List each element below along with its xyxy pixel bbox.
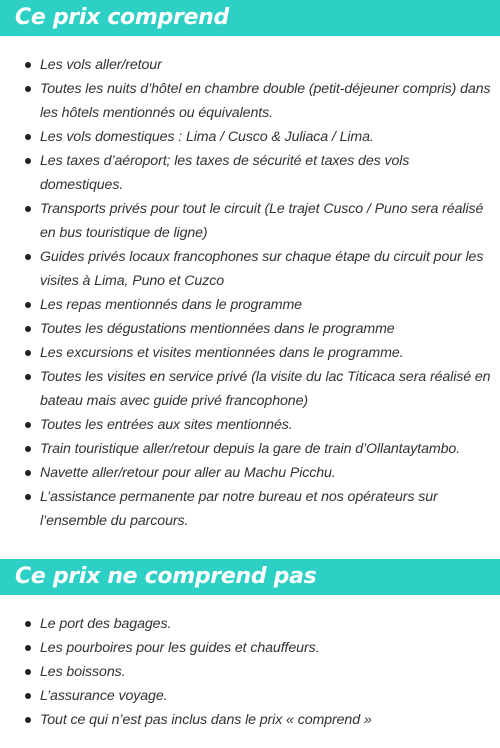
bullet-icon — [25, 693, 31, 699]
bullet-icon — [25, 86, 31, 92]
bullet-icon — [25, 422, 31, 428]
list-item: Les pourboires pour les guides et chauffeurs. — [0, 636, 500, 660]
list-item: Les taxes d’aéroport; les taxes de sécurité et taxes des vols domestiques. — [0, 149, 500, 197]
list-item: Le port des bagages. — [0, 612, 500, 636]
bullet-icon — [25, 158, 31, 164]
list-item: Les boissons. — [0, 660, 500, 684]
list-item: Les repas mentionnés dans le programme — [0, 293, 500, 317]
list-item: Les vols domestiques : Lima / Cusco & Juliaca / Lima. — [0, 125, 500, 149]
list-item: Toutes les visites en service privé (la visite du lac Titicaca sera réalisé en bateau mais avec guide privé francophone) — [0, 365, 500, 413]
bullet-icon — [25, 350, 31, 356]
bullet-icon — [25, 717, 31, 723]
list-item: Tout ce qui n’est pas inclus dans le prix « comprend » — [0, 708, 500, 732]
section-title-included: Ce prix comprend — [0, 0, 500, 36]
bullet-icon — [25, 326, 31, 332]
bullet-icon — [25, 446, 31, 452]
bullet-icon — [25, 62, 31, 68]
list-item: L’assistance permanente par notre bureau et nos opérateurs sur l’ensemble du parcours. — [0, 485, 500, 533]
list-item: Toutes les dégustations mentionnées dans le programme — [0, 317, 500, 341]
list-item: Navette aller/retour pour aller au Machu Picchu. — [0, 461, 500, 485]
list-item: Train touristique aller/retour depuis la gare de train d’Ollantaytambo. — [0, 437, 500, 461]
list-item: L’assurance voyage. — [0, 684, 500, 708]
bullet-icon — [25, 302, 31, 308]
bullet-icon — [25, 134, 31, 140]
list-item: Toutes les entrées aux sites mentionnés. — [0, 413, 500, 437]
list-item: Les excursions et visites mentionnées dans le programme. — [0, 341, 500, 365]
bullet-icon — [25, 669, 31, 675]
bullet-icon — [25, 470, 31, 476]
section-title-excluded: Ce prix ne comprend pas — [0, 559, 500, 595]
list-item: Guides privés locaux francophones sur chaque étape du circuit pour les visites à Lima, Puno et Cuzco — [0, 245, 500, 293]
bullet-icon — [25, 254, 31, 260]
bullet-icon — [25, 645, 31, 651]
excluded-list — [0, 612, 500, 732]
bullet-icon — [25, 374, 31, 380]
included-list — [0, 53, 500, 533]
bullet-icon — [25, 494, 31, 500]
list-item: Transports privés pour tout le circuit (Le trajet Cusco / Puno sera réalisé en bus touristique de ligne) — [0, 197, 500, 245]
bullet-icon — [25, 621, 31, 627]
list-item: Les vols aller/retour — [0, 53, 500, 77]
list-item: Toutes les nuits d’hôtel en chambre double (petit-déjeuner compris) dans les hôtels mentionnés ou équivalents. — [0, 77, 500, 125]
bullet-icon — [25, 206, 31, 212]
